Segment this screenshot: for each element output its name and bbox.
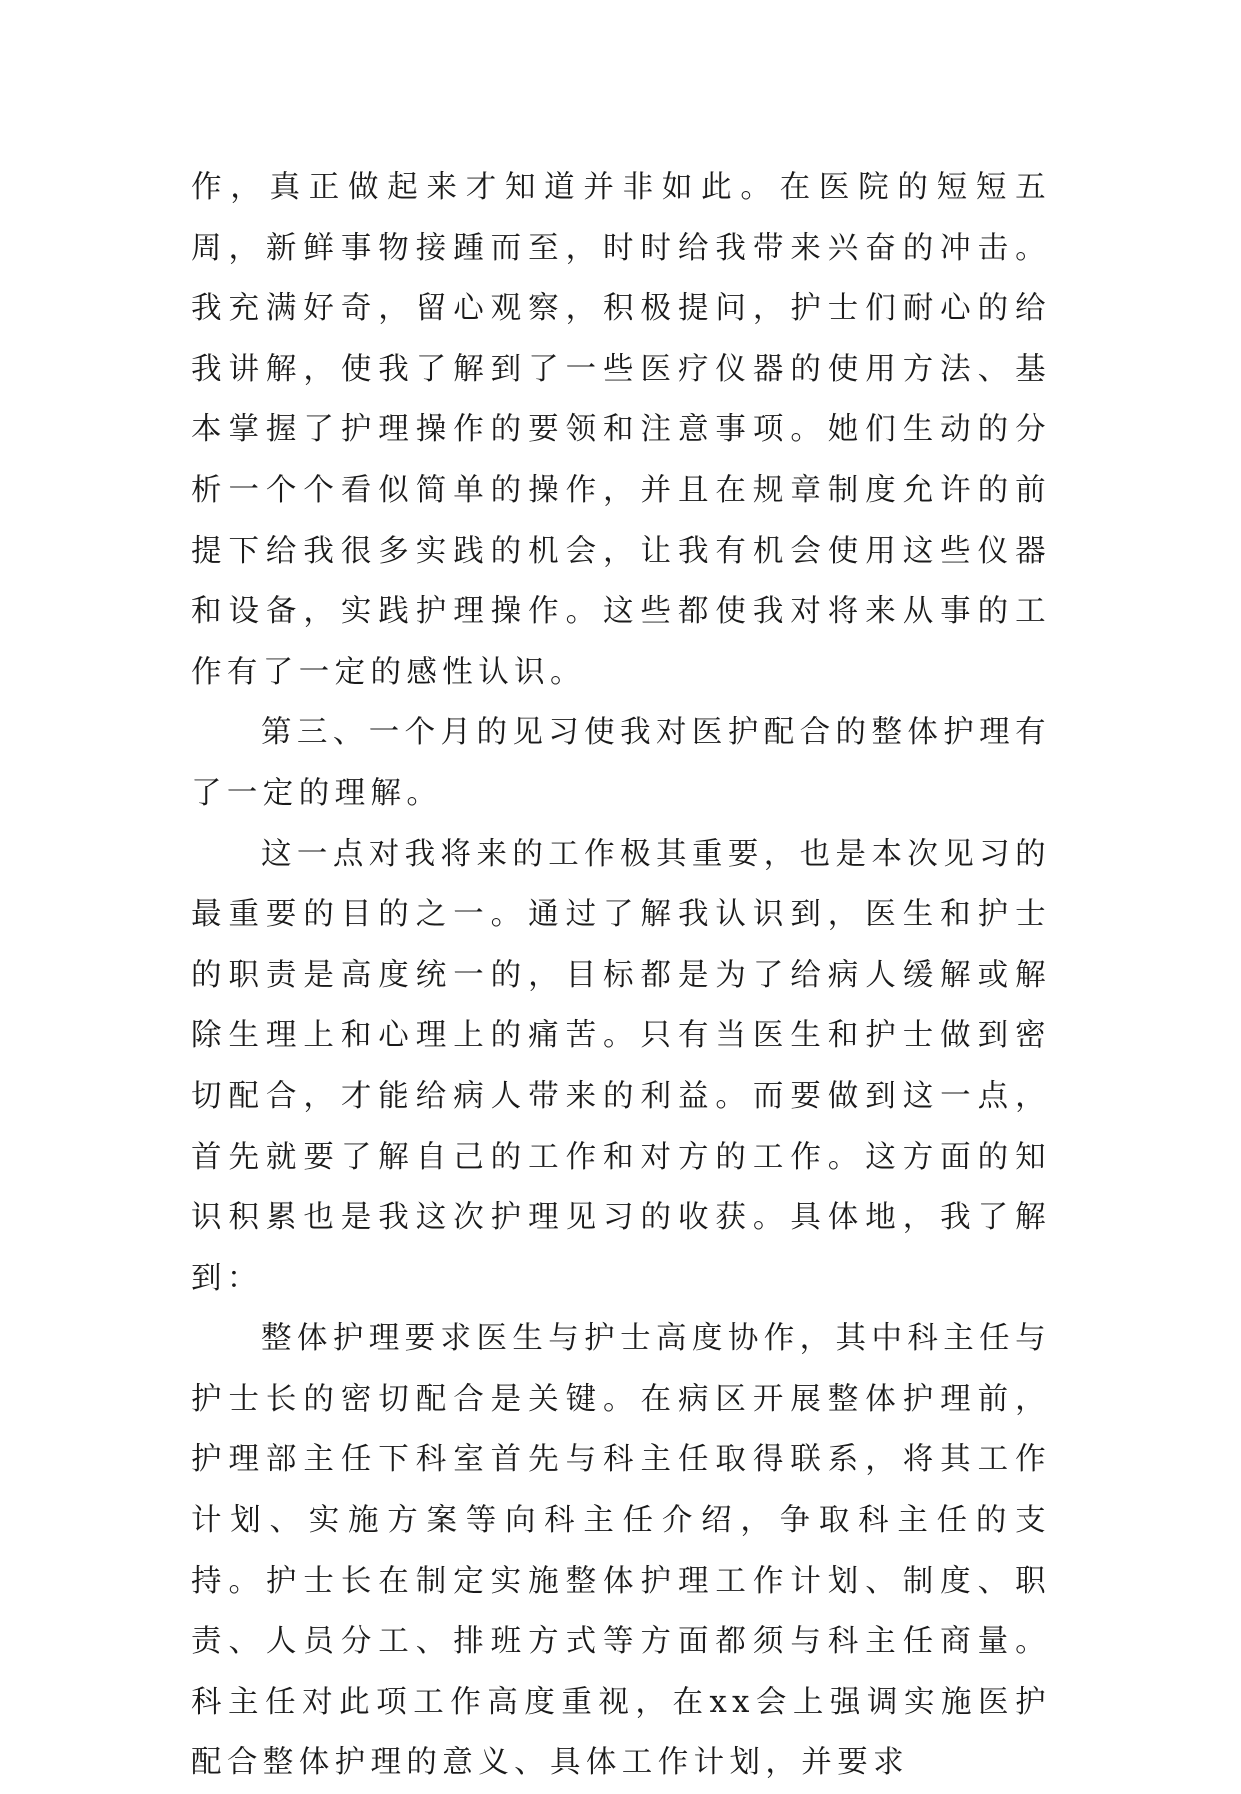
document-body	[191, 158, 1051, 1794]
paragraph-importance: 这一点对我将来的工作极其重要，也是本次见习的最重要的目的之一。通过了解我认识到，医生和护士的职责是高度统一的，目标都是为了给病人缓解或解除生理上和心理上的痛苦。只有当医生和护士做到密切配合，才能给病人带来的利益。而要做到这一点，首先就要了解自己的工作和对方的工作。这方面的知识积累也是我这次护理见习的收获。具体地，我了解到：	[191, 836, 1051, 1296]
paragraph-continuation: 作，真正做起来才知道并非如此。在医院的短短五周，新鲜事物接踵而至，时时给我带来兴奋的冲击。我充满好奇，留心观察，积极提问，护士们耐心的给我讲解，使我了解到了一些医疗仪器的使用方法、基本掌握了护理操作的要领和注意事项。她们生动的分析一个个看似简单的操作，并且在规章制度允许的前提下给我很多实践的机会，让我有机会使用这些仪器和设备，实践护理操作。这些都使我对将来从事的工作有了一定的感性认识。	[191, 170, 1051, 690]
paragraph-holistic-nursing: 整体护理要求医生与护士高度协作，其中科主任与护士长的密切配合是关键。在病区开展整体护理前，护理部主任下科室首先与科主任取得联系，将其工作计划、实施方案等向科主任介绍，争取科主任的支持。护士长在制定实施整体护理工作计划、制度、职责、人员分工、排班方式等方面都须与科主任商量。科主任对此项工作高度重视，在xx会上强调实施医护配合整体护理的意义、具体工作计划，并要求	[191, 1321, 1051, 1781]
paragraph-section-three-heading: 第三、一个月的见习使我对医护配合的整体护理有了一定的理解。	[191, 715, 1051, 811]
